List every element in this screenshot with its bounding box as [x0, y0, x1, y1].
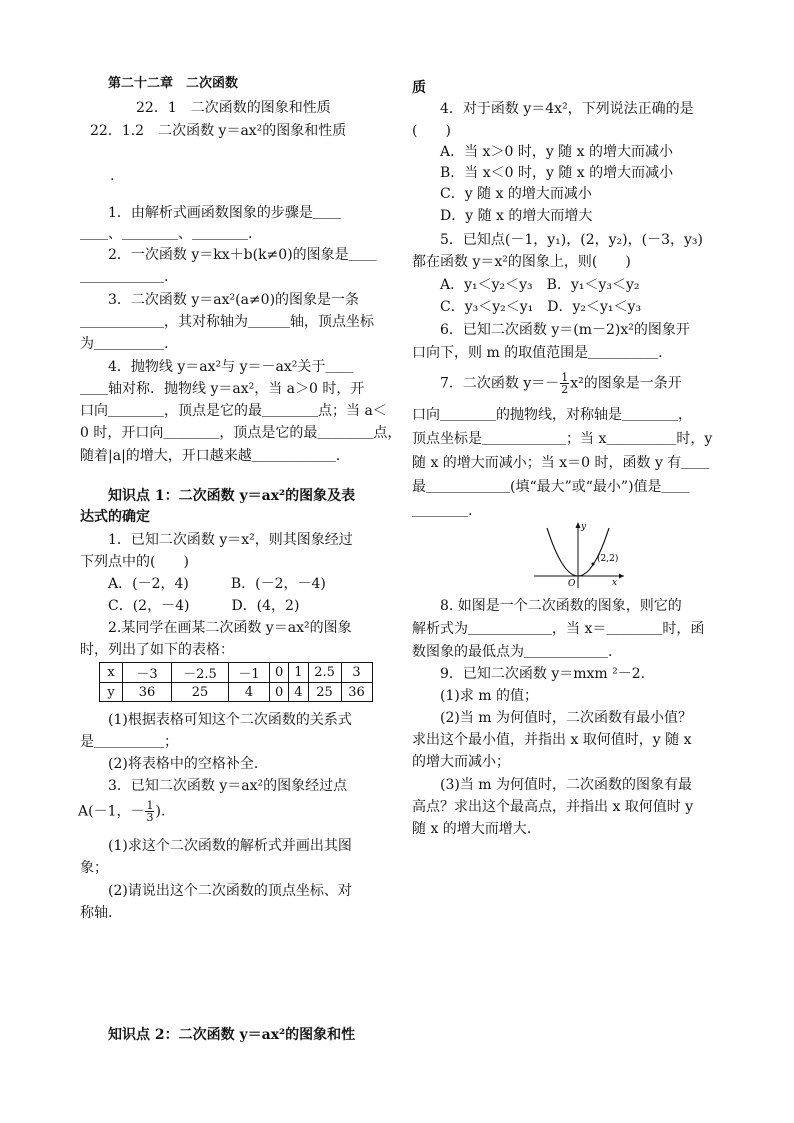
kp1-q2-part1-line2: 是＿＿＿＿＿；: [80, 734, 178, 750]
subsection-title: 22．1.2 二次函数 y＝ax²的图象和性质: [90, 123, 347, 139]
y-axis-arrow: [576, 522, 581, 528]
q9-line1: 9．已知二次函数 y＝mxm ²－2.: [440, 666, 646, 682]
kp2-title: 知识点 2：二次函数 y＝ax²的图象和性: [108, 1027, 356, 1043]
kp1-q1-options-ab: A．(－2，4) B．(－2，－4): [108, 576, 326, 592]
prep-q1-line2: ＿＿、＿＿＿＿、＿＿＿＿.: [80, 226, 253, 242]
kp1-q3-line2: [78, 800, 165, 823]
kp1-q1-options-cd: C．(2，－4) D．(4，2): [108, 598, 300, 614]
prep-q4-line1: 4．抛物线 y＝ax²与 y＝－ax²关于＿＿: [108, 359, 354, 375]
origin-label: O: [568, 579, 576, 589]
point-label: (2,2): [597, 554, 619, 564]
point-a-suffix: ).: [155, 803, 166, 820]
prep-q3-line2: ＿＿＿＿＿＿，其对称轴为＿＿＿轴，顶点坐标: [80, 314, 374, 330]
parabola-graph: [530, 518, 630, 590]
values-table: [99, 662, 373, 702]
prep-q4-line5: 随着|a|的增大，开口越来越＿＿＿＿＿＿.: [80, 448, 341, 464]
q5-line1: 5．已知点(－1，y₁)，(2，y₂)，(－3，y₃): [440, 232, 703, 248]
q9-part3-line1: (3)当 m 为何值时，二次函数的图象有最: [440, 777, 693, 793]
fraction-numerator: 1: [146, 799, 154, 812]
q4-option-a: A．当 x＞0 时，y 随 x 的增大而减小: [440, 144, 673, 160]
table-cell: －2.5: [172, 663, 229, 683]
prep-q4-line4: 0 时，开口向＿＿＿＿，顶点是它的最＿＿＿＿点，: [80, 425, 402, 441]
q4-option-b: B．当 x＜0 时，y 随 x 的增大而减小: [440, 165, 674, 181]
x-axis-label: x: [612, 578, 618, 588]
table-cell: 0: [270, 663, 289, 683]
prep-q2-line1: 2．一次函数 y＝kx＋b(k≠0)的图象是＿＿: [108, 247, 377, 263]
q7-line6: ＿＿＿＿.: [412, 503, 473, 519]
table-cell: 1: [289, 663, 308, 683]
kp1-q1-line2: 下列点中的( ): [80, 554, 189, 570]
q9-part2-line3: 的增大而减小；: [412, 754, 510, 770]
q9-part3-line2: 高点？求出这个最高点，并指出 x 取何值时 y: [412, 799, 694, 815]
table-cell: 36: [341, 683, 372, 702]
kp1-q2-part2: (2)将表格中的空格补全．: [108, 756, 268, 772]
decorative-dot: .: [110, 168, 115, 184]
q7-prefix: 7．二次函数 y＝－: [440, 375, 560, 392]
kp1-q3-part1-line1: (1)求这个二次函数的解析式并画出其图: [108, 838, 352, 854]
prep-q4-line3: 口向＿＿＿＿，顶点是它的最＿＿＿＿点；当 a＜: [80, 403, 387, 419]
table-cell: 4: [289, 683, 308, 702]
kp1-title-line1: 知识点 1：二次函数 y＝ax²的图象及表: [108, 488, 356, 504]
table-cell: 2.5: [308, 663, 341, 683]
q4-option-c: C．y 随 x 的增大而减小: [440, 186, 592, 202]
kp1-q3-part2-line1: (2)请说出这个二次函数的顶点坐标、对: [108, 883, 352, 899]
q7-line1: [440, 372, 682, 395]
fraction-denominator: 3: [146, 811, 154, 824]
fraction-denominator: 2: [561, 383, 569, 396]
q4-line1: 4．对于函数 y＝4x²，下列说法正确的是: [440, 101, 694, 117]
prep-q1-line1: 1．由解析式画函数图象的步骤是＿＿: [108, 205, 341, 221]
prep-q3-line1: 3．二次函数 y＝ax²(a≠0)的图象是一条: [108, 292, 360, 308]
table-cell: y: [100, 683, 123, 702]
q7-line5: 最＿＿＿＿＿＿(填“最大”或“最小”)值是＿＿: [412, 479, 690, 495]
kp1-q2-part1-line1: (1)根据表格可知这个二次函数的关系式: [108, 712, 352, 728]
q9-part2-line2: 求出这个最小值，并指出 x 取何值时，y 随 x: [412, 732, 692, 748]
q9-part1: (1)求 m 的值；: [440, 688, 539, 704]
fraction-one-half: [560, 372, 569, 395]
table-cell: 0: [270, 683, 289, 702]
point-a-prefix: A(－1，－: [78, 803, 145, 820]
x-axis-arrow: [619, 574, 624, 579]
marked-point: [592, 563, 595, 566]
kp1-q2-line2: 时，列出了如下的表格：: [80, 642, 234, 658]
table-cell: 36: [123, 683, 172, 702]
kp2-title-continued: 质: [412, 80, 426, 96]
q6-line1: 6．已知二次函数 y＝(m－2)x²的图象开: [440, 322, 690, 338]
q8-line2: 解析式为＿＿＿＿＿＿，当 x＝＿＿＿＿时，函: [412, 621, 705, 637]
prep-q2-line2: ＿＿＿＿＿＿.: [80, 269, 169, 285]
q8-line1: 8. 如图是一个二次函数的图象，则它的: [440, 598, 682, 614]
table-cell: x: [100, 663, 123, 683]
q7-suffix: x²的图象是一条开: [570, 375, 682, 392]
chapter-title: 第二十二章 二次函数: [108, 76, 239, 91]
kp1-q3-line1: 3．已知二次函数 y＝ax²的图象经过点: [108, 778, 348, 794]
q5-options-cd: C．y₃＜y₂＜y₁ D．y₂＜y₁＜y₃: [440, 299, 642, 315]
prep-q3-line3: 为＿＿＿＿＿.: [80, 336, 169, 352]
fraction-numerator: 1: [561, 371, 569, 384]
table-cell: 25: [308, 683, 341, 702]
prep-q4-line2: ＿＿轴对称．抛物线 y＝ax²，当 a＞0 时，开: [80, 381, 365, 397]
q8-line3: 数图象的最低点为＿＿＿＿＿＿.: [412, 644, 613, 660]
table-cell: －1: [229, 663, 270, 683]
q9-part3-line3: 随 x 的增大而增大.: [412, 821, 532, 837]
q6-line2: 口向下，则 m 的取值范围是＿＿＿＿＿.: [412, 345, 663, 361]
table-row-y: [100, 683, 373, 702]
table-cell: －3: [123, 663, 172, 683]
kp1-q3-part2-line2: 称轴．: [80, 905, 122, 921]
q5-line2: 都在函数 y＝x²的图象上，则( ): [412, 254, 631, 270]
kp1-title-line2: 达式的确定: [80, 509, 150, 525]
table-cell: 4: [229, 683, 270, 702]
kp1-q1-line1: 1．已知二次函数 y＝x²，则其图象经过: [108, 532, 353, 548]
section-title: 22．1 二次函数的图象和性质: [136, 100, 331, 116]
kp1-q2-line1: 2.某同学在画某二次函数 y＝ax²的图象: [108, 620, 352, 636]
table-cell: 3: [341, 663, 372, 683]
q5-options-ab: A．y₁＜y₂＜y₃ B．y₁＜y₃＜y₂: [440, 277, 640, 293]
q9-part2-line1: (2)当 m 为何值时，二次函数有最小值？: [440, 710, 693, 726]
q7-line2: 口向＿＿＿＿的抛物线，对称轴是＿＿＿＿，: [412, 407, 692, 423]
q7-line3: 顶点坐标是＿＿＿＿＿＿；当 x＿＿＿＿＿时，y: [412, 431, 713, 447]
fraction-one-third: [145, 800, 154, 823]
q4-line2: ( ): [412, 123, 451, 139]
q4-option-d: D．y 随 x 的增大而增大: [440, 208, 593, 224]
y-axis-label: y: [581, 522, 587, 532]
table-row-x: [100, 663, 373, 683]
kp1-q3-part1-line2: 象；: [80, 860, 108, 876]
table-cell: 25: [172, 683, 229, 702]
q7-line4: 随 x 的增大而减小；当 x＝0 时，函数 y 有＿＿: [412, 455, 710, 471]
